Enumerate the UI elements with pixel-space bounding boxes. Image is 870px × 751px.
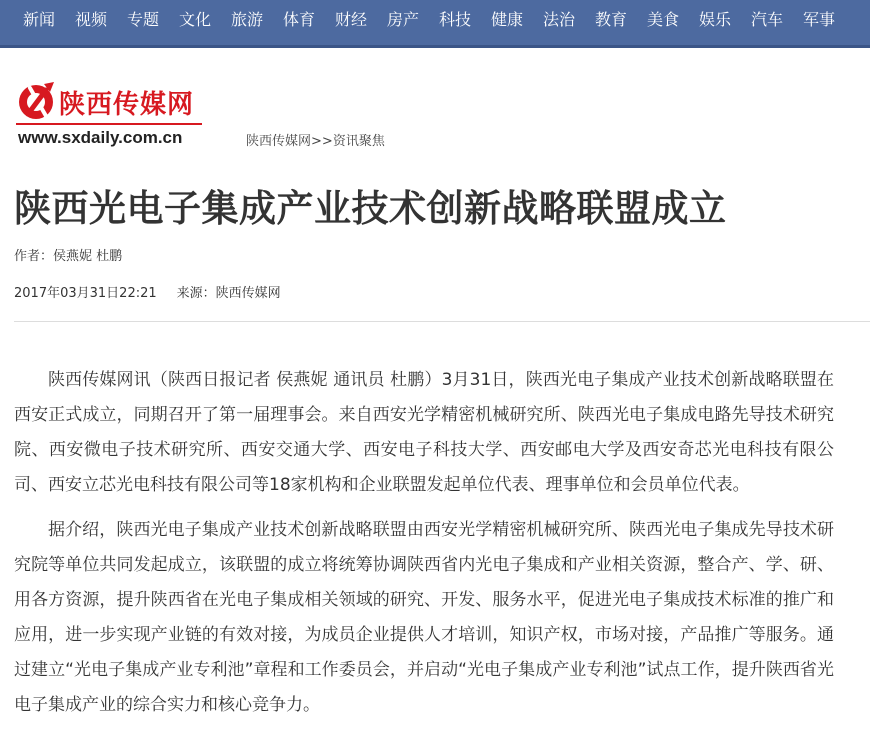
breadcrumb-section-link[interactable]: 资讯聚焦 [332,134,385,149]
nav-item-sports[interactable]: 体育 [283,9,316,29]
logo-name: 陕西传媒网 [59,90,195,120]
nav-item-tech[interactable]: 科技 [439,9,472,29]
nav-item-education[interactable]: 教育 [595,9,628,29]
nav-item-health[interactable]: 健康 [491,9,524,29]
nav-menu [0,0,870,36]
article-datetime: 2017年03月31日22:21 [14,286,157,301]
nav-item-finance[interactable]: 财经 [335,9,368,29]
nav-item-military[interactable]: 军事 [803,9,836,29]
breadcrumb [246,130,385,149]
breadcrumb-separator: >> [311,134,333,149]
article-title: 陕西光电子集成产业技术创新战略联盟成立 [14,187,727,230]
logo-divider [16,123,202,125]
article-meta [14,282,281,301]
nav-item-news[interactable]: 新闻 [23,9,56,29]
article-body [14,363,834,733]
header-divider [14,321,870,322]
nav-item-food[interactable]: 美食 [647,9,680,29]
logo-emblem-icon [16,80,58,122]
breadcrumb-home-link[interactable]: 陕西传媒网 [246,134,312,149]
nav-item-culture[interactable]: 文化 [179,9,212,29]
article-paragraph: 据介绍，陕西光电子集成产业技术创新战略联盟由西安光学精密机械研究所、陕西光电子集成先导技术研究院等单位共同发起成立，该联盟的成立将统筹协调陕西省内光电子集成和产业相关资源，整合产、学、研、用各方资源，提升陕西省在光电子集成相关领域的研究、开发、服务水平，促进光电子集成技术标准的推广和应用，进一步实现产业链的有效对接，为成员企业提供人才培训，知识产权，市场对接，产品推广等服务。通过建立“光电子集成产业专利池”章程和工作委员会，并启动“光电子集成产业专利池”试点工作，提升陕西省光电子集成产业的综合实力和核心竞争力。 [14,520,834,715]
nav-item-travel[interactable]: 旅游 [231,9,264,29]
nav-item-entertainment[interactable]: 娱乐 [699,9,732,29]
article-paragraph: 陕西传媒网讯（陕西日报记者 侯燕妮 通讯员 杜鹏）3月31日，陕西光电子集成产业技术创新战略联盟在西安正式成立，同期召开了第一届理事会。来自西安光学精密机械研究所、陕西光电子集成电路先导技术研究院、西安微电子技术研究所、西安交通大学、西安电子科技大学、西安邮电大学及西安奇芯光电科技有限公司、西安立芯光电科技有限公司等18家机构和企业联盟发起单位代表、理事单位和会员单位代表。 [14,370,834,495]
nav-item-realestate[interactable]: 房产 [387,9,420,29]
nav-item-auto[interactable]: 汽车 [751,9,784,29]
logo-url: www.sxdaily.com.cn [18,128,183,147]
nav-item-video[interactable]: 视频 [75,9,108,29]
article-author: 作者：侯燕妮 杜鹏 [14,249,123,264]
site-logo[interactable] [14,78,206,152]
nav-item-law[interactable]: 法治 [543,9,576,29]
nav-item-topics[interactable]: 专题 [127,9,160,29]
top-navigation-bar [0,0,870,48]
article-source: 来源：陕西传媒网 [176,286,281,301]
